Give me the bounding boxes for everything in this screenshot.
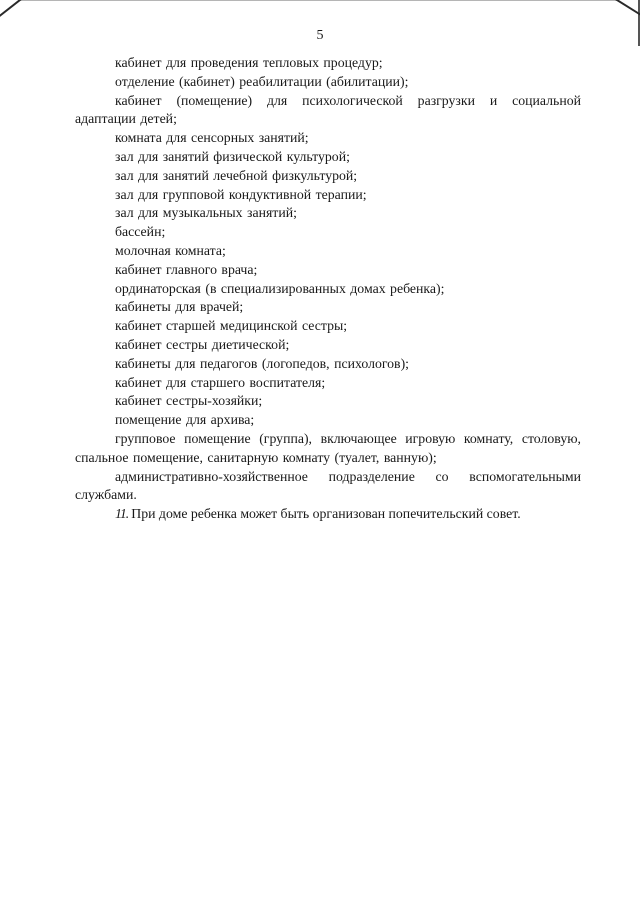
paragraph: ординаторская (в специализированных домах ребенка); xyxy=(115,280,445,296)
paragraph: зал для занятий лечебной физкультурой; xyxy=(115,167,358,183)
paragraph: кабинет старшей медицинской сестры; xyxy=(115,318,348,334)
paragraph: зал для занятий физической культурой; xyxy=(115,148,350,164)
paragraph: кабинет для старшего воспитателя; xyxy=(115,374,326,390)
paragraph: кабинеты для педагогов (логопедов, психологов); xyxy=(115,355,410,371)
final-paragraph-text: При доме ребенка может быть организован попечительский совет. xyxy=(131,506,521,522)
paragraph: зал для групповой кондуктивной терапии; xyxy=(115,186,367,202)
paragraph: кабинет (помещение) для психологической разгрузки и социальной адаптации детей; xyxy=(75,92,581,127)
paragraph: помещение для архива; xyxy=(115,412,255,428)
document-body xyxy=(75,54,581,524)
paragraph: кабинеты для врачей; xyxy=(115,299,244,315)
paragraph: кабинет сестры диетической; xyxy=(115,336,290,352)
final-paragraph-marker: 11. xyxy=(115,506,129,522)
paragraph: кабинет главного врача; xyxy=(115,261,258,277)
page-number: 5 xyxy=(316,28,324,43)
paragraph: административно-хозяйственное подразделение со вспомогательными службами. xyxy=(75,468,581,503)
paragraph: комната для сенсорных занятий; xyxy=(115,130,309,146)
paragraph: молочная комната; xyxy=(115,242,226,258)
paragraph: групповое помещение (группа), включающее игровую комнату, столовую, спальное помещение, санитарную комнату (туалет, ванную); xyxy=(75,430,581,465)
scan-artifact-top-right xyxy=(605,0,640,18)
paragraph: зал для музыкальных занятий; xyxy=(115,205,297,221)
paragraph: кабинет сестры-хозяйки; xyxy=(115,393,263,409)
paragraph: бассейн; xyxy=(115,224,166,240)
paragraph-list xyxy=(75,54,581,505)
final-paragraph xyxy=(75,505,581,524)
scan-artifact-top-edge xyxy=(18,0,618,1)
scan-artifact-top-left xyxy=(0,0,25,18)
paragraph: кабинет для проведения тепловых процедур; xyxy=(115,55,383,70)
paragraph: отделение (кабинет) реабилитации (абилитации); xyxy=(115,73,409,89)
